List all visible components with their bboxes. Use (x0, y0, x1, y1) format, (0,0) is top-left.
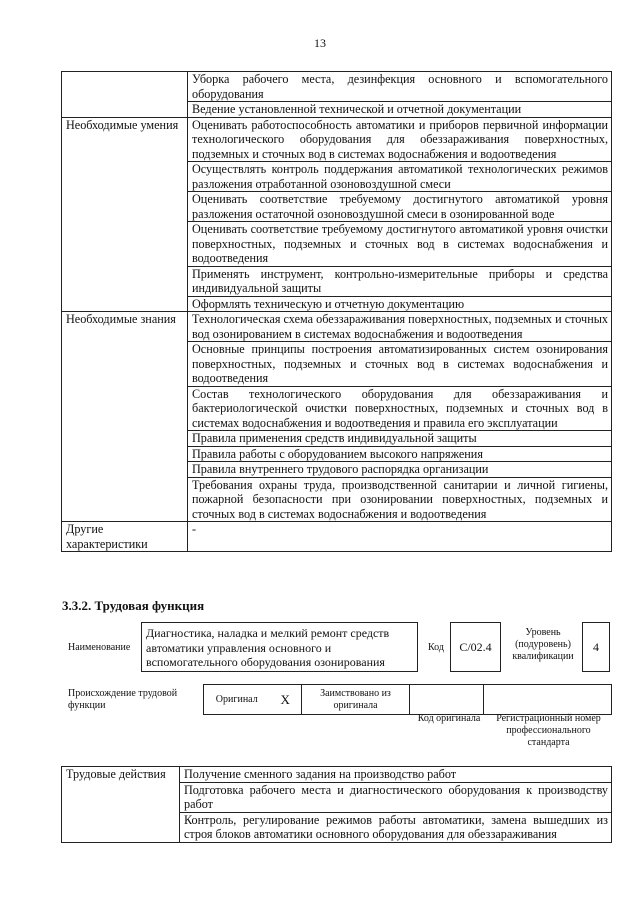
original-label: Оригинал (204, 685, 270, 715)
table-row (62, 522, 612, 552)
function-name-box: Диагностика, наладка и мелкий ремонт средств автоматики управления основного и вспомогательного оборудования озонирования (141, 622, 418, 672)
code-original-caption: Код оригинала (417, 713, 481, 724)
table-row (62, 117, 612, 162)
table-row (62, 72, 612, 102)
reg-number-caption: Регистрационный номер профессионального стандарта (496, 713, 601, 748)
table-cell: Технологическая схема обеззараживания поверхностных, подземных и сточных вод озонированием в системах водоснабжения и водоотведения (188, 312, 612, 342)
table-row (62, 312, 612, 342)
table-cell: Основные принципы построения автоматизированных систем озонирования поверхностных, подземных и сточных вод в системах водоснабжения и водоотведения (188, 342, 612, 387)
table-cell: Оценивать соответствие требуемому достигнутого автоматикой уровня разложения остаточной озоновоздушной смеси в озонированной воде (188, 192, 612, 222)
table-cell: Оформлять техническую и отчетную документацию (188, 296, 612, 312)
origin-label: Происхождение трудовой функции (68, 688, 178, 711)
table-cell: Осуществлять контроль поддержания автоматикой технологических режимов разложения отработанной озоновоздушной смеси (188, 162, 612, 192)
table-cell: Получение сменного задания на производство работ (180, 767, 612, 783)
table-cell: Правила внутреннего трудового распорядка организации (188, 462, 612, 478)
table-cell: Применять инструмент, контрольно-измерительные приборы и средства индивидуальной защиты (188, 266, 612, 296)
origin-table (203, 684, 612, 715)
table-row (62, 767, 612, 783)
actions-table (61, 766, 612, 843)
section-heading: 3.3.2. Трудовая функция (62, 598, 205, 613)
table-cell: Оценивать работоспособность автоматики и приборов первичной информации технологического оборудования для обеззараживания поверхностных, подземных и сточных вод в системах водоснабжения и водоотведения (188, 117, 612, 162)
other-label: Другие характеристики (62, 522, 188, 552)
original-mark: Х (270, 685, 302, 715)
table-cell: Контроль, регулирование режимов работы автоматики, замена вышедших из строя блоков автоматики основного оборудования для обеззараживания (180, 812, 612, 842)
level-value-box: 4 (582, 622, 610, 672)
table-cell: - (188, 522, 612, 552)
table-cell: Подготовка рабочего места и диагностического оборудования к производству работ (180, 782, 612, 812)
table-cell: Правила работы с оборудованием высокого напряжения (188, 446, 612, 462)
table-cell: Уборка рабочего места, дезинфекция основного и вспомогательного оборудования (188, 72, 612, 102)
table-row (204, 685, 612, 715)
skills-label: Необходимые умения (62, 117, 188, 312)
function-code-box: С/02.4 (450, 622, 501, 672)
name-label: Наименование (68, 642, 131, 653)
actions-label: Трудовые действия (62, 767, 180, 843)
level-label: Уровень (подуровень) квалификации (512, 627, 574, 662)
code-label: Код (428, 642, 444, 653)
continued-label-cell (62, 72, 188, 118)
table-cell: Требования охраны труда, производственной санитарии и личной гигиены, пожарной безопасности при озонировании поверхностных, подземных и сточных вод в системах водоснабжения и водоотведения (188, 477, 612, 522)
table-cell: Ведение установленной технической и отчетной документации (188, 102, 612, 118)
table-cell: Правила применения средств индивидуальной защиты (188, 431, 612, 447)
table-cell: Состав технологического оборудования для обеззараживания и бактериологической очистки поверхностных, подземных и сточных вод в системах водоснабжения и водоотведения и правила его эксплуатации (188, 386, 612, 431)
table-cell: Оценивать соответствие требуемому достигнутого автоматикой уровня очистки поверхностных, подземных и сточных вод в системах водоснабжения и водоотведения (188, 222, 612, 267)
reg-number-cell (484, 685, 612, 715)
page-number: 13 (314, 36, 326, 50)
code-original-cell (410, 685, 484, 715)
knowledge-label: Необходимые знания (62, 312, 188, 522)
competency-table (61, 71, 612, 552)
borrowed-label: Заимствовано из оригинала (302, 685, 410, 715)
